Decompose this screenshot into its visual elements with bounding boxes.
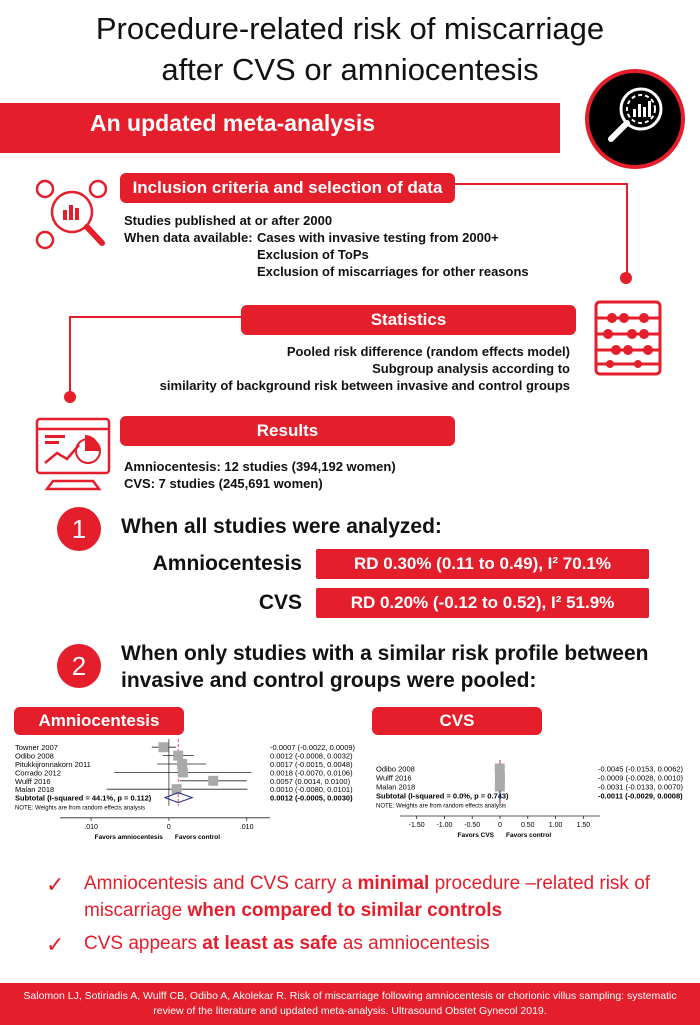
data-search-icon [32, 178, 117, 261]
x-tick-label: -1.50 [408, 822, 425, 829]
connector-line [69, 316, 241, 318]
amnio-plot-label: Amniocentesis [14, 707, 184, 735]
footer-citation [0, 983, 700, 1025]
results-line: CVS: 7 studies (245,691 women) [124, 476, 323, 491]
study-point [495, 764, 505, 774]
inclusion-criterion: Cases with invasive testing from 2000+ [257, 230, 499, 245]
amnio-forest-plot [0, 735, 370, 841]
section1-row-name: Amniocentesis [152, 552, 302, 575]
title-line-1: Procedure-related risk of miscarriage [95, 11, 605, 46]
favors-right: Favors control [506, 832, 552, 839]
plot-note: NOTE: Weights are from random effects analysis [15, 805, 146, 812]
study-name: Malan 2018 [376, 782, 416, 792]
connector-dot [620, 272, 632, 284]
conclusion-text: procedure –related risk of [429, 873, 651, 894]
study-name: Pitukkijronnakorn 2011 [15, 760, 91, 769]
favors-right: Favors control [174, 833, 221, 841]
section-number-2: 2 [57, 644, 101, 688]
plot-note: NOTE: Weights are from random effects analysis [376, 803, 507, 810]
statistics-label: Statistics [241, 305, 576, 335]
inclusion-criterion: Exclusion of ToPs [257, 247, 369, 262]
check-icon: ✓ [46, 932, 65, 957]
statistics-line: similarity of background risk between invasive and control groups [159, 378, 570, 393]
study-point [158, 742, 168, 752]
x-tick-label: 1.00 [548, 822, 563, 829]
footer-line: Salomon LJ, Sotiriadis A, Wulff CB, Odibo A, Akolekar R. Risk of miscarriage following amniocentesis or chorionic villus sampling: systematic [23, 990, 677, 1002]
section1-row-result: RD 0.20% (-0.12 to 0.52), I² 51.9% [316, 588, 649, 618]
study-estimate: -0.0031 (-0.0133, 0.0070) [598, 782, 684, 792]
analysis-logo-icon [585, 69, 685, 169]
results-label: Results [120, 416, 455, 446]
study-point [495, 773, 505, 783]
conclusion-text: miscarriage [84, 900, 188, 921]
x-tick-label: 1.50 [576, 822, 591, 829]
study-estimate: -0.0045 (-0.0153, 0.0062) [598, 764, 684, 774]
abacus-icon [592, 298, 664, 383]
subtotal-estimate: 0.0012 (-0.0005, 0.0030) [270, 793, 353, 803]
study-estimate: 0.0010 (-0.0080, 0.0101) [270, 785, 353, 795]
conclusion-emph: minimal [357, 873, 430, 894]
inclusion-line-2-head: When data available: [124, 230, 253, 245]
inclusion-criterion: Exclusion of miscarriages for other reasons [257, 264, 529, 279]
conclusion-emph: at least as safe [202, 933, 338, 954]
statistics-line: Pooled risk difference (random effects model) [286, 344, 570, 359]
footer-line: review of the literature and updated meta-analysis. Ultrasound Obstet Gynecol 2019. [153, 1005, 547, 1017]
study-estimate: 0.0017 (-0.0015, 0.0048) [270, 760, 353, 769]
favors-left: Favors CVS [457, 832, 494, 839]
subtotal-estimate: -0.0011 (-0.0029, 0.0008) [598, 791, 683, 801]
cvs-plot-label: CVS [372, 707, 542, 735]
section2-heading [121, 640, 648, 694]
cvs-forest-plot [370, 760, 700, 850]
results-line: Amniocentesis: 12 studies (394,192 women) [124, 459, 396, 474]
x-tick-label: 0 [498, 822, 502, 829]
section-number-1: 1 [57, 507, 101, 551]
subtotal-name: Subtotal (I-squared = 0.0%, p = 0.743) [376, 791, 509, 801]
study-estimate: -0.0009 (-0.0028, 0.0010) [598, 773, 684, 783]
x-tick-label: .010 [239, 823, 254, 831]
conclusion-text: Amniocentesis and CVS carry a [84, 873, 358, 894]
favors-left: Favors amniocentesis [94, 833, 163, 841]
section1-heading: When all studies were analyzed: [121, 515, 442, 538]
study-name: Wulff 2016 [376, 773, 412, 783]
conclusion-emph: when compared to similar controls [187, 900, 503, 921]
study-name: Towner 2007 [15, 743, 58, 753]
connector-line [626, 183, 628, 276]
statistics-line: Subgroup analysis according to [372, 361, 570, 376]
study-estimate: 0.0018 (-0.0070, 0.0106) [270, 768, 353, 778]
study-estimate: 0.0057 (0.0014, 0.0100) [270, 776, 351, 786]
x-tick-label: -0.50 [464, 822, 481, 829]
study-name: Corrado 2012 [15, 768, 61, 778]
banner-text: An updated meta-analysis [90, 110, 376, 136]
conclusion-2 [84, 930, 490, 957]
title-line-2: after CVS or amniocentesis [161, 52, 539, 87]
section1-row-name: CVS [258, 591, 302, 614]
inclusion-label: Inclusion criteria and selection of data [120, 173, 455, 203]
connector-line [69, 316, 71, 396]
dashboard-icon [33, 415, 113, 498]
check-icon: ✓ [46, 872, 65, 897]
study-name: Wulff 2016 [15, 776, 51, 786]
study-name: Odibo 2008 [376, 764, 415, 774]
study-estimate: -0.0007 (-0.0022, 0.0009) [270, 743, 356, 753]
study-name: Odibo 2008 [15, 751, 54, 761]
study-point [178, 767, 188, 777]
inclusion-line-1: Studies published at or after 2000 [124, 213, 333, 228]
study-estimate: 0.0012 (-0.0008, 0.0032) [270, 751, 353, 761]
study-name: Malan 2018 [15, 785, 55, 795]
connector-dot [64, 391, 76, 403]
x-tick-label: 0.50 [520, 822, 535, 829]
section1-row-result: RD 0.30% (0.11 to 0.49), I² 70.1% [316, 549, 649, 579]
conclusion-1 [84, 870, 650, 924]
x-tick-label: 0 [166, 823, 171, 831]
subtotal-name: Subtotal (I-squared = 44.1%, p = 0.112) [15, 793, 152, 803]
connector-line [455, 183, 627, 185]
study-point [495, 782, 505, 792]
conclusion-text: CVS appears [84, 933, 203, 954]
section2-heading-line: invasive and control groups were pooled: [121, 669, 537, 692]
conclusion-text: as amniocentesis [337, 933, 490, 954]
x-tick-label: -1.00 [436, 822, 453, 829]
study-point [208, 776, 218, 786]
section2-heading-line: When only studies with a similar risk profile between [121, 642, 649, 665]
x-tick-label: .010 [84, 823, 98, 831]
